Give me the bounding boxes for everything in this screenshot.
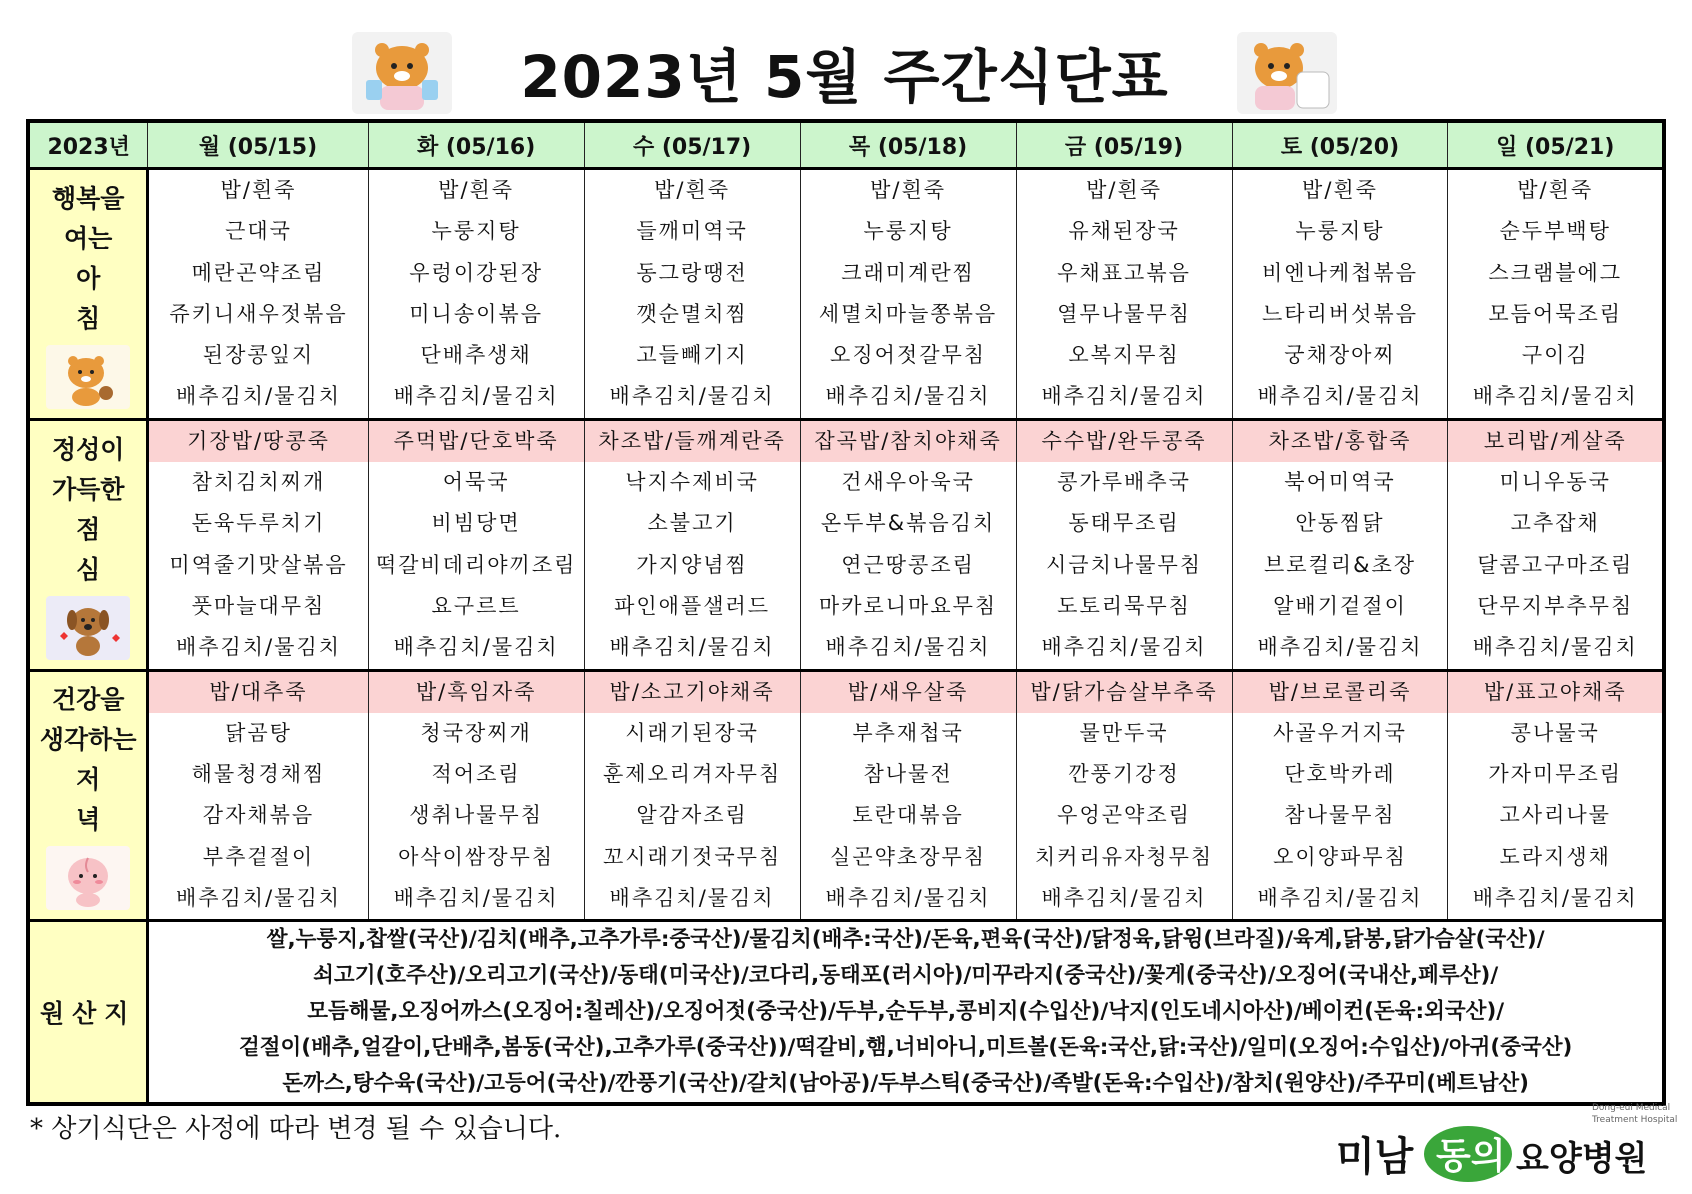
menu-item: 크래미계란찜 [841,260,975,285]
menu-item: 동그랑땡전 [636,260,748,285]
menu-item: 실곤약초장무침 [830,844,987,869]
menu-item-main: 밥/대추죽 [149,672,367,713]
menu-item: 궁채장아찌 [1284,343,1396,368]
day-cell [368,169,584,420]
day-cell [800,169,1016,420]
dinner-row [28,670,1664,921]
menu-item: 단호박카레 [1284,762,1396,787]
menu-item: 미니우동국 [1499,470,1611,495]
day-cell [368,419,584,670]
menu-item: 배추김치/물김치 [393,635,559,660]
day-cell [1232,169,1448,420]
menu-item: 토란대볶음 [852,803,964,828]
menu-item: 배추김치/물김치 [609,384,775,409]
menu-item: 들깨미역국 [636,219,748,244]
menu-item: 배추김치/물김치 [1257,635,1423,660]
origin-line: 쌀,누룽지,찹쌀(국산)/김치(배추,고추가루:중국산)/물김치(배추:국산)/돈육,편육(국산)/닭정육,닭윙(브라질)/육계,닭봉,닭가슴살(국산)/ [266,927,1545,953]
menu-item: 콩가루배추국 [1057,470,1191,495]
logo-small-line-2: Treatment Hospital [1592,1115,1678,1125]
menu-item: 배추김치/물김치 [609,886,775,911]
menu-item: 미역줄기맛살볶음 [169,552,348,577]
menu-item-main: 보리밥/게살죽 [1448,421,1662,462]
header-row [28,121,1664,169]
day-cell [1448,419,1664,670]
menu-item: 아삭이쌈장무침 [398,844,555,869]
menu-item: 적어조림 [431,762,521,787]
logo-text-left: 미남 [1336,1134,1414,1180]
label-line: 정성이 [51,434,125,464]
menu-item: 누룽지탕 [863,219,953,244]
menu-item: 가자미무조림 [1488,762,1623,787]
menu-item: 배추김치/물김치 [609,635,775,660]
menu-item-main: 주먹밥/단호박죽 [369,421,584,462]
title-area [352,28,1337,116]
menu-item: 참나물무침 [1284,803,1396,828]
day-header-fri: 금 (05/19) [1016,121,1232,169]
menu-item: 시금치나물무침 [1046,552,1203,577]
bear-mascot-icon [352,32,452,114]
origin-line: 돈까스,탕수육(국산)/고등어(국산)/깐풍기(국산)/갈치(남아공)/두부스틱(중국산)/족발(돈육:수입산)/참치(원양산)/주꾸미(베트남산) [282,1071,1529,1097]
menu-item: 건새우아욱국 [841,470,975,495]
menu-item: 고추잡채 [1510,511,1600,536]
menu-item: 단무지부추무침 [1477,593,1634,618]
menu-item: 비엔나케첩볶음 [1261,260,1418,285]
day-cell [1232,670,1448,921]
menu-item: 도라지생채 [1499,844,1611,869]
menu-item: 달콤고구마조림 [1477,552,1634,577]
year-header: 2023년 [28,121,148,169]
bear-character-icon [46,345,130,409]
menu-item: 배추김치/물김치 [1472,886,1638,911]
day-cell [368,670,584,921]
origin-row [28,921,1664,1105]
origin-line: 겉절이(배추,얼갈이,단배추,봄동(국산),고추가루(중국산))/떡갈비,햄,너비아니,미트볼(돈육:국산,닭:국산)/일미(오징어:수입산)/아귀(중국산) [238,1035,1573,1061]
menu-item: 모듬어묵조림 [1488,301,1623,326]
menu-item: 요구르트 [431,593,521,618]
logo-small-line-1: Dong-eui Medical [1592,1103,1671,1113]
menu-item: 배추김치/물김치 [175,886,342,911]
menu-item: 온두부&볶음김치 [820,511,996,536]
day-cell [148,670,368,921]
menu-item: 배추김치/물김치 [393,886,559,911]
menu-item-main: 차조밥/홍합죽 [1233,421,1448,462]
menu-item: 낙지수제비국 [625,470,759,495]
menu-item-main: 수수밥/완두콩죽 [1017,421,1232,462]
day-cell [1448,169,1664,420]
day-cell [584,169,800,420]
menu-item: 고사리나물 [1499,803,1611,828]
menu-item: 물만두국 [1079,720,1169,745]
menu-item: 해물청경채찜 [191,762,326,787]
menu-item: 오이양파무침 [1273,844,1407,869]
menu-item-main: 밥/흰죽 [1302,178,1378,202]
menu-item: 우렁이강된장 [409,260,543,285]
menu-item: 구이김 [1521,343,1589,368]
page-title: 2023년 5월 주간식단표 [520,43,1169,111]
menu-item: 연근땅콩조림 [841,552,975,577]
menu-item: 시래기된장국 [625,720,759,745]
menu-item: 쥬키니새우젓볶음 [169,301,348,326]
menu-item: 감자채볶음 [202,803,315,828]
lunch-label [28,419,148,670]
day-cell [148,419,368,670]
menu-item: 안동찜닭 [1295,511,1385,536]
day-cell [1016,419,1232,670]
menu-item: 배추김치/물김치 [1257,384,1423,409]
menu-item: 어묵국 [442,470,510,495]
menu-item: 근대국 [225,219,292,244]
menu-item: 참치김치찌개 [191,470,326,495]
menu-item: 가지양념찜 [636,552,748,577]
menu-item: 단배추생채 [420,343,532,368]
weekly-menu-table [26,119,1666,1106]
origin-line: 쇠고기(호주산)/오리고기(국산)/동태(미국산)/코다리,동태포(러시아)/미꾸라지(중국산)/꽃게(중국산)/오징어(국내산,페루산)/ [313,963,1499,989]
menu-item-main: 밥/새우살죽 [801,672,1016,713]
menu-item: 배추김치/물김치 [393,384,559,409]
label-line: 건강을 [51,685,125,715]
menu-item-main: 밥/표고야채죽 [1448,672,1662,713]
day-cell [584,419,800,670]
label-line: 점 심 [76,514,119,584]
menu-item: 동태무조림 [1068,511,1180,536]
menu-item: 느타리버섯볶음 [1261,301,1418,326]
menu-item-main: 잡곡밥/참치야채죽 [801,421,1016,462]
origin-label: 원산지 [28,921,148,1105]
menu-item: 북어미역국 [1284,470,1396,495]
menu-item: 알감자조림 [636,803,748,828]
menu-item: 치커리유자청무침 [1034,844,1214,869]
logo-text-badge: 동의 [1436,1136,1506,1177]
day-cell [800,419,1016,670]
day-cell [800,670,1016,921]
menu-item: 깐풍기강정 [1068,762,1180,787]
menu-item: 파인애플샐러드 [614,593,771,618]
menu-item: 배추김치/물김치 [825,886,991,911]
menu-item: 오복지무침 [1068,343,1180,368]
menu-item-main: 기장밥/땅콩죽 [149,421,367,462]
menu-item: 누룽지탕 [431,219,521,244]
menu-item: 소불고기 [647,511,737,536]
menu-item: 마카로니마요무침 [818,593,998,618]
menu-item: 오징어젓갈무침 [830,343,987,368]
hospital-logo [1330,1092,1680,1186]
menu-item: 된장콩잎지 [202,343,315,368]
menu-item: 닭곰탕 [225,720,292,745]
label-line: 여는 [64,223,113,253]
menu-item-main: 밥/흰죽 [1086,178,1162,202]
menu-item-main: 차조밥/들깨계란죽 [585,421,800,462]
menu-item: 유채된장국 [1068,219,1180,244]
menu-item-main: 밥/흑임자죽 [369,672,584,713]
menu-item-main: 밥/브로콜리죽 [1233,672,1448,713]
menu-item: 세멸치마늘쫑볶음 [818,301,998,326]
menu-item: 배추김치/물김치 [825,384,991,409]
menu-item: 순두부백탕 [1499,219,1611,244]
label-line: 행복을 [51,183,125,213]
menu-item: 배추김치/물김치 [825,635,991,660]
label-line: 가득한 [51,474,125,504]
menu-item: 배추김치/물김치 [175,384,342,409]
menu-item: 참나물전 [863,762,953,787]
menu-item: 배추김치/물김치 [1041,384,1207,409]
menu-item: 메란곤약조림 [191,260,326,285]
lunch-row [28,419,1664,670]
menu-item: 배추김치/물김치 [175,635,342,660]
dinner-label [28,670,148,921]
bear-mascot-icon [1237,32,1337,114]
menu-item: 깻순멸치찜 [636,301,748,326]
menu-item: 도토리묵무침 [1057,593,1191,618]
menu-item: 훈제오리겨자무침 [602,762,782,787]
menu-item-main: 밥/흰죽 [870,178,947,202]
menu-item: 열무나물무침 [1057,301,1191,326]
menu-item: 배추김치/물김치 [1257,886,1423,911]
menu-item: 누룽지탕 [1295,219,1385,244]
day-header-thu: 목 (05/18) [800,121,1016,169]
menu-item: 청국장찌개 [420,720,532,745]
menu-item: 우채표고볶음 [1057,260,1191,285]
menu-item: 미니송이볶음 [409,301,543,326]
breakfast-row [28,169,1664,420]
menu-item: 돈육두루치기 [191,511,326,536]
menu-item: 꼬시래기젓국무침 [602,844,782,869]
menu-item: 고들빼기지 [636,343,748,368]
day-cell [1016,670,1232,921]
menu-item: 풋마늘대무침 [191,593,326,618]
menu-item: 배추김치/물김치 [1472,384,1638,409]
menu-item: 비빔당면 [431,511,521,536]
change-notice: * 상기식단은 사정에 따라 변경 될 수 있습니다. [30,1114,562,1144]
menu-item: 콩나물국 [1510,720,1600,745]
menu-item: 브로컬리&초장 [1263,552,1417,577]
menu-item-main: 밥/소고기야채죽 [585,672,800,713]
day-cell [148,169,368,420]
day-header-tue: 화 (05/16) [368,121,584,169]
label-line: 생각하는 [39,725,137,755]
origin-text [148,921,1664,1105]
menu-item-main: 밥/닭가슴살부추죽 [1017,672,1232,713]
day-header-mon: 월 (05/15) [148,121,368,169]
logo-text-right: 요양병원 [1516,1139,1648,1179]
menu-item: 생취나물무침 [409,803,543,828]
peach-character-icon [46,846,130,910]
menu-item: 부추겉절이 [202,844,315,869]
day-cell [1448,670,1664,921]
origin-line: 모듬해물,오징어까스(오징어:칠레산)/오징어젓(중국산)/두부,순두부,콩비지(수입산)/낙지(인도네시아산)/베이컨(돈육:외국산)/ [307,999,1505,1025]
menu-item: 사골우거지국 [1273,720,1407,745]
day-cell [1232,419,1448,670]
menu-item: 배추김치/물김치 [1041,635,1207,660]
menu-item-main: 밥/흰죽 [220,178,297,202]
day-header-sat: 토 (05/20) [1232,121,1448,169]
dog-character-icon [46,596,130,660]
menu-item: 배추김치/물김치 [1041,886,1207,911]
menu-item: 떡갈비데리야끼조림 [375,552,577,577]
breakfast-label [28,169,148,420]
day-cell [584,670,800,921]
menu-item-main: 밥/흰죽 [438,178,515,202]
day-header-wed: 수 (05/17) [584,121,800,169]
menu-item: 알배기겉절이 [1273,593,1407,618]
day-header-sun: 일 (05/21) [1448,121,1664,169]
menu-item: 배추김치/물김치 [1472,635,1638,660]
menu-item-main: 밥/흰죽 [654,178,731,202]
day-cell [1016,169,1232,420]
menu-item: 스크램블에그 [1488,260,1623,285]
menu-item: 부추재첩국 [852,720,964,745]
label-line: 아 침 [76,263,119,333]
menu-item: 우엉곤약조림 [1057,803,1191,828]
menu-item-main: 밥/흰죽 [1517,178,1594,202]
label-line: 저 녁 [76,765,119,835]
